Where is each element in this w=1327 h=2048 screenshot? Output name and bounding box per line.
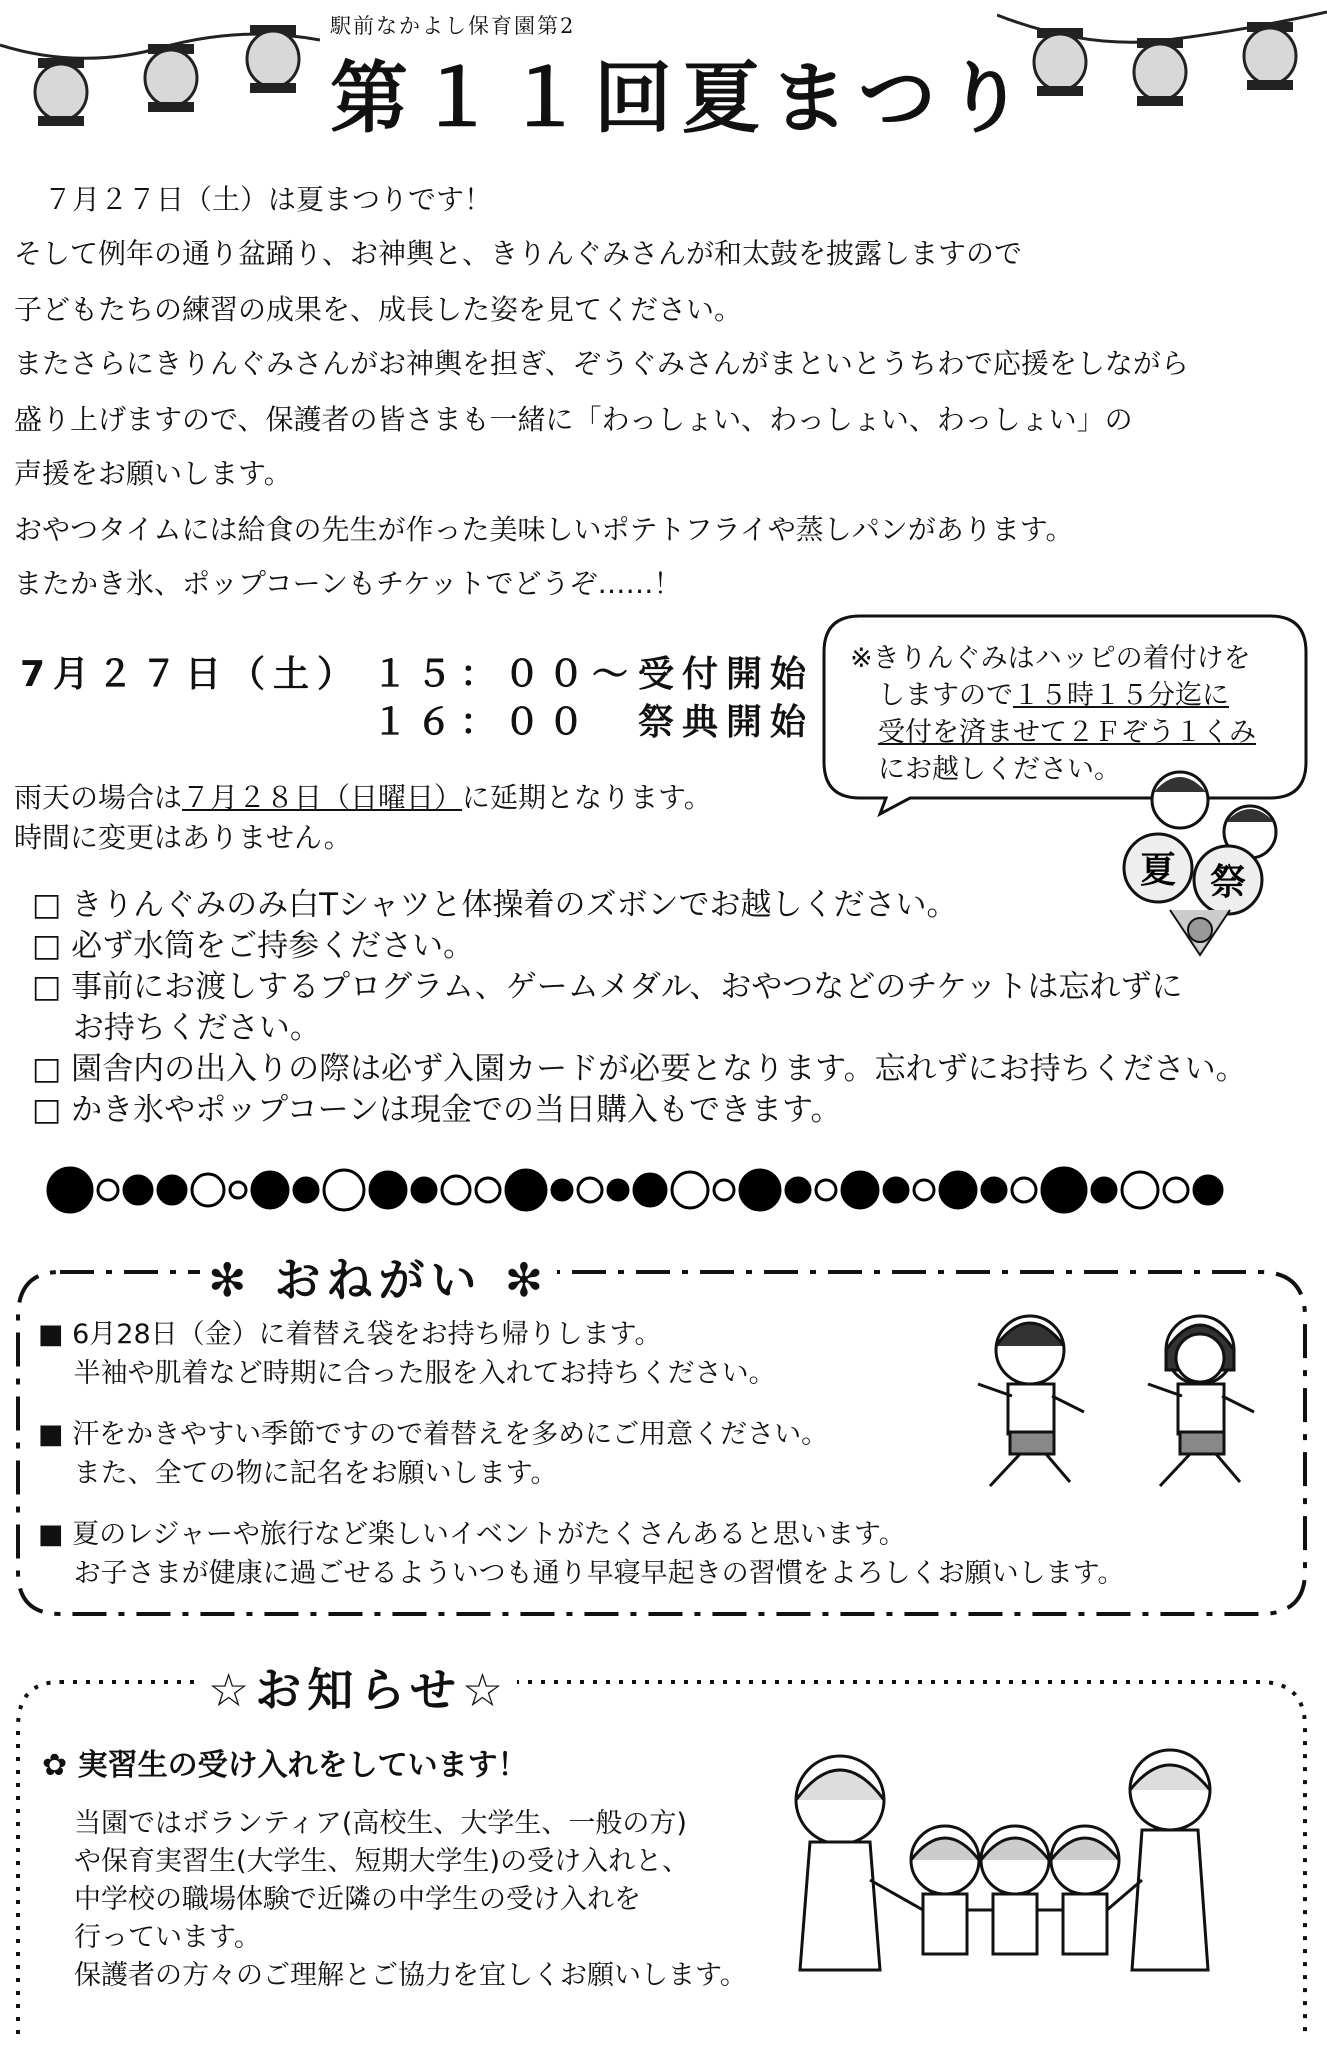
bubble-line: にお越しください。 — [878, 754, 1121, 785]
notice-line: 当園ではボランティア(高校生、大学生、一般の方) — [74, 1808, 687, 1839]
intro-line: そして例年の通り盆踊り、お神輿と、きりんぐみさんが和太鼓を披露しますので — [14, 237, 1023, 270]
onegai-line: 半袖や肌着など時期に合った服を入れてお持ちください。 — [38, 1358, 776, 1389]
divider-dot — [816, 1180, 836, 1200]
divider-dot — [884, 1178, 908, 1202]
intro-line: おやつタイムには給食の先生が作った美味しいポテトフライや蒸しパンがあります。 — [14, 513, 1074, 546]
divider-dot — [124, 1176, 152, 1204]
onegai-heading: ✻ おねがい ✻ — [200, 1244, 557, 1310]
nursery-name: 駅前なかよし保育園第2 — [330, 14, 576, 38]
divider-dot — [1092, 1178, 1116, 1202]
divider-dot — [1194, 1176, 1222, 1204]
divider-dot — [1042, 1168, 1086, 1212]
divider-dot — [914, 1180, 934, 1200]
checklist-item: □ かき氷やポップコーンは現金での当日購入もできます。 — [32, 1092, 842, 1128]
rain-date: ７月２８日（日曜日） — [182, 781, 463, 814]
intro-line: 盛り上げますので、保護者の皆さまも一緒に「わっしょい、わっしょい、わっしょい」の — [14, 403, 1133, 436]
checklist-item: お持ちください。 — [32, 1010, 321, 1046]
divider-dot — [982, 1178, 1006, 1202]
bubble-text-part: しますので — [878, 680, 1013, 711]
divider-dot — [192, 1174, 224, 1206]
lantern-icon — [1244, 22, 1296, 90]
lantern-icon — [145, 44, 197, 112]
bubble-line: ※きりんぐみはハッピの着付けを — [850, 643, 1251, 674]
notice-subheading: ✿ 実習生の受け入れをしています！ — [42, 1748, 528, 1783]
divider-dot — [608, 1180, 628, 1200]
divider-dot — [158, 1176, 186, 1204]
divider-dot — [98, 1180, 118, 1200]
divider-dot — [252, 1172, 288, 1208]
checklist-item: □ きりんぐみのみ白Tシャツと体操着のズボンでお越しください。 — [32, 887, 958, 923]
checklist-item: □ 事前にお渡しするプログラム、ゲームメダル、おやつなどのチケットは忘れずに — [32, 969, 1183, 1005]
onegai-item — [38, 1515, 1124, 1593]
checklist-item: □ 園舎内の出入りの際は必ず入園カードが必要となります。忘れずにお持ちください。 — [32, 1051, 1247, 1087]
ceremony-label: 祭典開始 — [638, 702, 815, 743]
onegai-line: お子さまが健康に過ごせるよういつも通り早寝早起きの習慣をよろしくお願いします。 — [38, 1558, 1125, 1589]
divider-dot — [1122, 1172, 1158, 1208]
divider-dot — [634, 1174, 666, 1206]
dot-divider — [40, 1165, 1300, 1215]
intro-line: 声援をお願いします。 — [14, 457, 292, 490]
notice-heading: ☆お知らせ☆ — [200, 1654, 517, 1720]
checklist — [32, 885, 1247, 1131]
teachers-children-illustration — [770, 1730, 1270, 1990]
intro-line: またさらにきりんぐみさんがお神輿を担ぎ、ぞうぐみさんがまといとうちわで応援をしながら — [14, 347, 1189, 380]
divider-dot — [940, 1172, 976, 1208]
summer-badge: 夏 — [1140, 849, 1177, 891]
reception-label: 受付開始 — [638, 654, 815, 695]
onegai-line: また、全ての物に記名をお願いします。 — [38, 1458, 558, 1489]
divider-dot — [48, 1168, 92, 1212]
divider-dot — [370, 1172, 406, 1208]
lantern-icon — [35, 58, 87, 126]
bubble-deadline: １５時１５分迄に — [1013, 680, 1229, 711]
divider-dot — [412, 1178, 436, 1202]
divider-dot — [1012, 1178, 1036, 1202]
onegai-line: ■ 汗をかきやすい季節ですので着替えを多めにご用意ください。 — [38, 1419, 829, 1450]
divider-dot — [842, 1172, 878, 1208]
page-title: 第１１回夏まつり — [330, 53, 1035, 144]
notice-line: 中学校の職場体験で近隣の中学生の受け入れを — [74, 1884, 641, 1915]
divider-dot — [672, 1172, 708, 1208]
notice-body — [74, 1805, 747, 1995]
rain-suffix: に延期となります。 — [462, 781, 712, 814]
ceremony-time: １６：００ — [372, 702, 593, 743]
lantern-garland-right — [997, 0, 1327, 150]
divider-dot — [442, 1176, 470, 1204]
divider-dot — [476, 1178, 500, 1202]
lantern-garland-left — [0, 0, 320, 130]
running-kids-illustration — [960, 1300, 1290, 1510]
onegai-line: ■ 夏のレジャーや旅行など楽しいイベントがたくさんあると思います。 — [38, 1519, 906, 1550]
divider-dot — [230, 1182, 246, 1198]
intro-line: またかき氷、ポップコーンもチケットでどうぞ……！ — [14, 567, 682, 600]
lantern-icon — [1134, 38, 1186, 106]
notice-line: 保護者の方々のご理解とご協力を宜しくお願いします。 — [74, 1960, 747, 1991]
checklist-item: □ 必ず水筒をご持参ください。 — [32, 928, 475, 964]
onegai-line: ■ 6月28日（金）に着替え袋をお持ち帰りします。 — [38, 1319, 662, 1350]
bubble-line — [850, 677, 1256, 714]
divider-dot — [294, 1178, 318, 1202]
rain-notice — [14, 776, 712, 816]
intro-line: 子どもたちの練習の成果を、成長した姿を見てください。 — [14, 293, 743, 326]
time-unchanged: 時間に変更はありません。 — [14, 821, 352, 854]
event-date: 7月２７日（土） — [20, 654, 362, 695]
bubble-line: 受付を済ませて２Ｆぞう１くみ — [878, 717, 1256, 748]
divider-dot — [714, 1180, 734, 1200]
divider-dot — [578, 1178, 602, 1202]
intro-line: ７月２７日（土）は夏まつりです！ — [44, 183, 493, 216]
divider-dot — [786, 1178, 810, 1202]
reception-time: １５：００〜 — [372, 654, 637, 695]
divider-dot — [1164, 1178, 1188, 1202]
notice-line: 行っています。 — [74, 1922, 261, 1953]
divider-dot — [506, 1170, 546, 1210]
rain-prefix: 雨天の場合は — [14, 781, 183, 814]
notice-line: や保育実習生(大学生、短期大学生)の受け入れと、 — [74, 1846, 690, 1877]
divider-dot — [740, 1170, 780, 1210]
divider-dot — [324, 1170, 364, 1210]
divider-dot — [552, 1180, 572, 1200]
festival-badge: 祭 — [1210, 861, 1247, 903]
